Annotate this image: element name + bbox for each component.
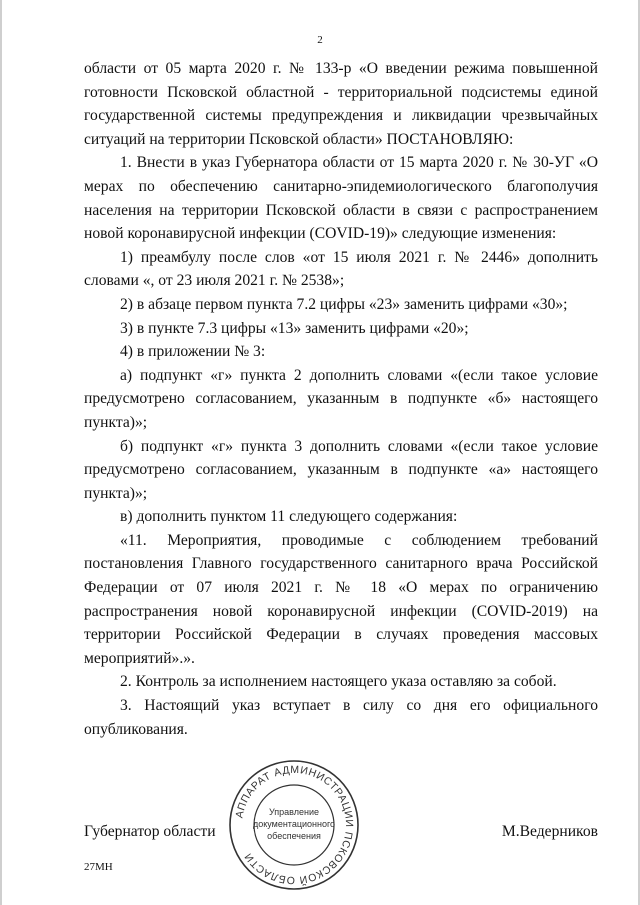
executor-code: 27МН (84, 861, 113, 873)
scan-edge-left (0, 0, 2, 905)
stamp-center-line-1: Управление (268, 807, 320, 817)
page-number: 2 (317, 34, 323, 46)
stamp-center-line-2: документационного (252, 819, 336, 829)
paragraph-item-1: 1. Внести в указ Губернатора области от 15 марта 2020 г. № 30-УГ «О мерах по обеспечению санитарно-эпидемиологического благополучия населения на территории Псковской области в связи с распространением новой коронавирусной инфекции (COVID-19)» следующие изменения: (84, 154, 598, 243)
paragraph-subitem-v: в) дополнить пунктом 11 следующего содержания: (120, 508, 458, 526)
signatory-name: М.Ведерников (501, 823, 598, 840)
paragraph-new-item-11: «11. Мероприятия, проводимые с соблюдением требований постановления Главного государственного санитарного врача Российской Федерации от 07 июля 2021 г. № 18 «О мерах по ограничению распространения новой коронавирусной инфекции (COVID-2019) на территории Российской Федерации в случаях проведения массовых мероприятий».». (84, 531, 598, 667)
paragraph-item-3: 3. Настоящий указ вступает в силу со дня его официального опубликования. (84, 697, 598, 738)
paragraph-subitem-1: 1) преамбулу после слов «от 15 июля 2021 г. № 2446» дополнить словами «, от 23 июля 2021 г. № 2538»; (84, 248, 598, 290)
paragraph-subitem-a: а) подпункт «г» пункта 2 дополнить словами «(если такое условие предусмотрено согласованием, указанным в подпункте «б» настоящего пункта)»; (84, 366, 598, 431)
paragraph-subitem-3: 3) в пункте 7.3 цифры «13» заменить цифрами «20»; (120, 319, 469, 337)
stamp-center-line-3: обеспечения (267, 831, 321, 841)
document-body (84, 57, 598, 741)
paragraph-preamble: области от 05 марта 2020 г. № 133-р «О введении режима повышенной готовности Псковской областной - территориальной подсистемы единой государственной системы предупреждения и ликвидации чрезвычайных ситуаций на территории Псковской области» ПОСТАНОВЛЯЮ: (84, 60, 598, 148)
paragraph-item-2: 2. Контроль за исполнением настоящего указа оставляю за собой. (120, 673, 557, 691)
official-stamp (226, 757, 362, 893)
paragraph-subitem-4: 4) в приложении № 3: (120, 343, 266, 361)
stamp-ring-text: АППАРАТ АДМИНИСТРАЦИИ ПСКОВСКОЙ ОБЛАСТИ (233, 763, 356, 887)
paragraph-subitem-b: б) подпункт «г» пункта 3 дополнить словами «(если такое условие предусмотрено согласованием, указанным в подпункте «а» настоящего пункта)»; (84, 437, 598, 502)
paragraph-subitem-2: 2) в абзаце первом пункта 7.2 цифры «23» заменить цифрами «30»; (120, 295, 568, 313)
signatory-position: Губернатор области (84, 823, 216, 840)
